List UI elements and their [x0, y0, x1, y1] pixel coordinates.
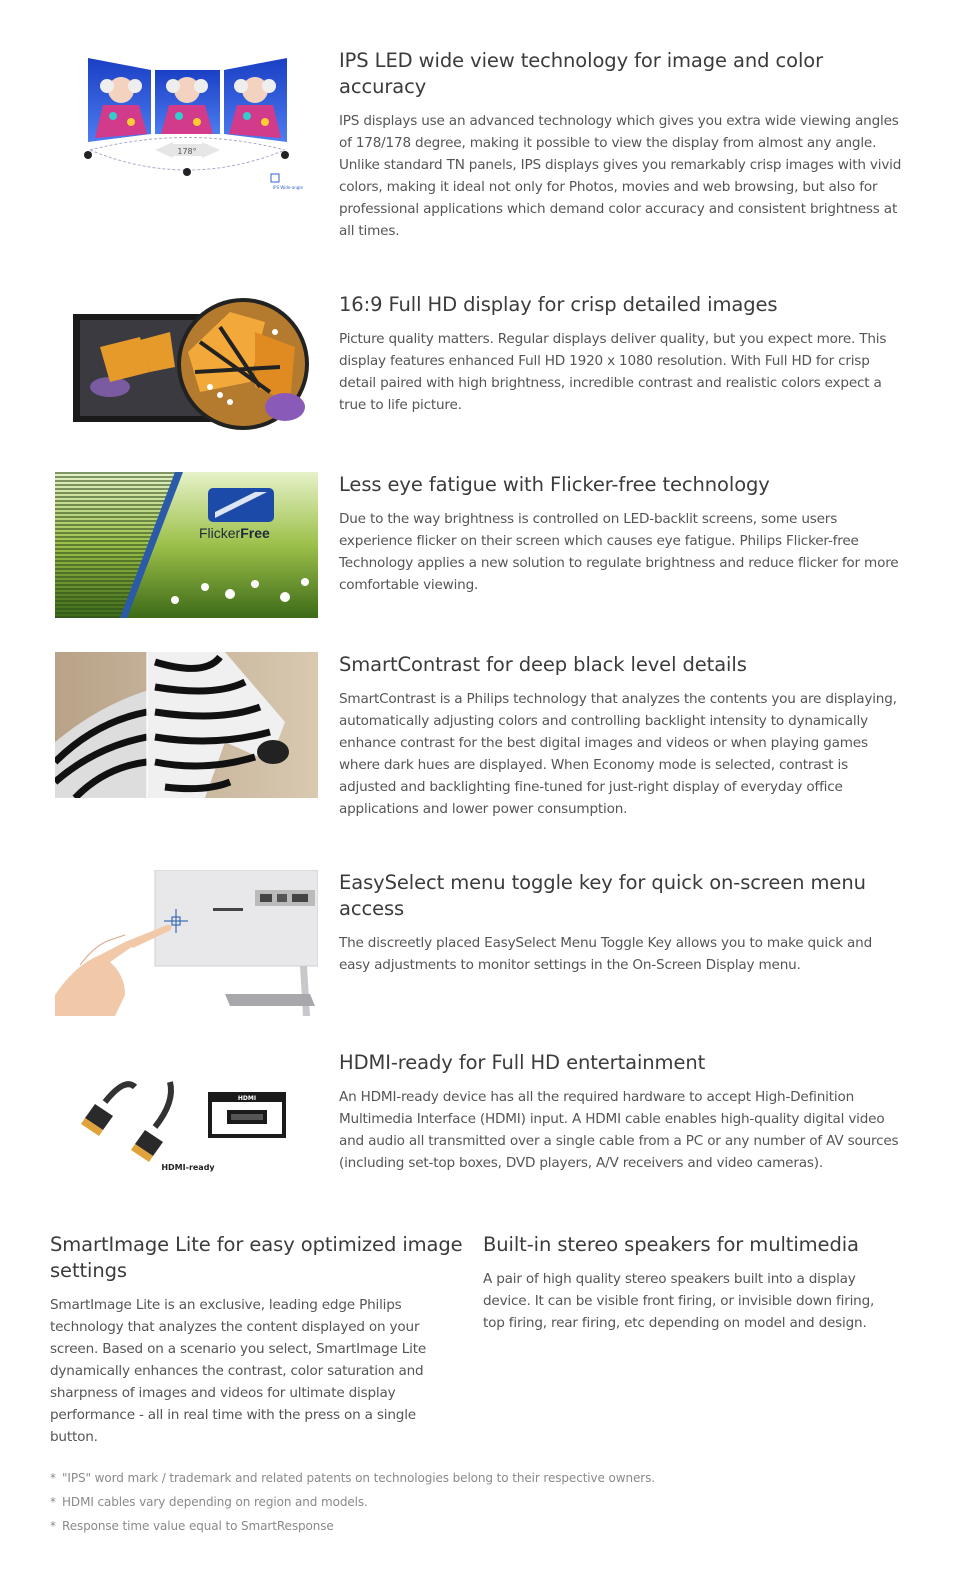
easyselect-image [55, 870, 318, 1016]
panel-center [155, 70, 220, 134]
feature-body: A pair of high quality stereo speakers built into a display device. It can be visible front firing, or invisible down firing, top firing, rear firing, etc depending on model and design. [483, 1271, 875, 1331]
feature-text [339, 292, 904, 416]
hdmi-cable-icon [81, 1082, 171, 1162]
hdmi-port-icon [208, 1092, 286, 1138]
ips-caption: IPS Wide-angle [273, 185, 303, 190]
hdmi-image [55, 1072, 318, 1177]
feature-title: Built-in stereo speakers for multimedia [483, 1233, 859, 1256]
feature-text [339, 1050, 904, 1174]
monitor-stand [225, 994, 315, 1006]
footnote-marker: * [50, 1495, 56, 1509]
feature-title: EasySelect menu toggle key for quick on-screen menu access [339, 871, 866, 920]
feature-body: An HDMI-ready device has all the required hardware to accept High-Definition Multimedia Interface (HDMI) input. A HDMI cable enables high-quality digital video and audio all transmitted over a single cable from a PC or any number of AV sources (including set-top boxes, DVD players, A/V receivers and video cameras). [339, 1089, 899, 1171]
feature-title: 16:9 Full HD display for crisp detailed images [339, 293, 778, 316]
footnote-marker: * [50, 1471, 56, 1485]
footnote: * HDMI cables vary depending on region and models. [50, 1490, 655, 1514]
ips-wide-view-image [55, 50, 318, 190]
footnote: * "IPS" word mark / trademark and related patents on technologies belong to their respective owners. [50, 1466, 655, 1490]
ips-badge-icon [271, 174, 279, 182]
feature-body: SmartContrast is a Philips technology that analyzes the contents you are displaying, automatically adjusting colors and controlling backlight intensity to dynamically enhance contrast for the best digital images and videos or when playing games where dark hues are displayed. When Economy mode is selected, contrast is adjusted and backlighting fine-tuned for just-right display of everyday office applications and lower power consumption. [339, 691, 897, 817]
feature-title: HDMI-ready for Full HD entertainment [339, 1051, 706, 1074]
feature-title: Less eye fatigue with Flicker-free technology [339, 473, 770, 496]
feature-body: Picture quality matters. Regular displays deliver quality, but you expect more. This display features enhanced Full HD 1920 x 1080 resolution. With Full HD for crisp detail paired with high brightness, incredible contrast and realistic colors expect a true to life picture. [339, 331, 887, 413]
feature-text [339, 652, 904, 820]
feature-text [339, 870, 904, 976]
logo-text-bold: Free [240, 525, 270, 541]
zebra-muzzle [257, 740, 289, 764]
port-label: HDMI [237, 1095, 257, 1102]
feature-body: IPS displays use an advanced technology which gives you extra wide viewing angles of 178/178 degree, making it possible to view the display from almost any angle. Unlike standard TN panels, IPS displays gives you remarkably crisp images with vivid colors, making it ideal not only for Photos, movies and web browsing, but also for professional applications which demand color accuracy and consistent brightness at all times. [339, 113, 902, 239]
feature-smartimage-lite [50, 1232, 465, 1448]
feature-body: SmartImage Lite is an exclusive, leading edge Philips technology that analyzes the content displayed on your screen. Based on a scenario you select, SmartImage Lite dynamically enhances the contrast, color saturation and sharpness of images and videos for ultimate display performance - all in real time with the press on a single button. [50, 1297, 427, 1445]
flicker-free-logo [199, 488, 274, 541]
feature-text [339, 472, 904, 596]
feature-title: SmartContrast for deep black level details [339, 653, 747, 676]
zebra-image [55, 652, 318, 798]
flicker-free-image [55, 472, 318, 618]
butterfly-image [70, 292, 310, 437]
toggle-key [213, 908, 243, 911]
feature-title: IPS LED wide view technology for image and color accuracy [339, 49, 824, 98]
panel-left [88, 58, 151, 142]
panel-right [224, 58, 287, 142]
footnote-marker: * [50, 1519, 56, 1533]
logo-text-light: Flicker [199, 525, 241, 541]
feature-text [339, 48, 904, 242]
feature-body: The discreetly placed EasySelect Menu Toggle Key allows you to make quick and easy adjustments to monitor settings in the On-Screen Display menu. [339, 935, 873, 973]
angle-label: 178° [177, 147, 197, 156]
hdmi-ready-caption: HDMI-ready [161, 1163, 215, 1172]
footnote: * Response time value equal to SmartResponse [50, 1514, 655, 1538]
feature-body: Due to the way brightness is controlled on LED-backlit screens, some users experience flicker on their screen which causes eye fatigue. Philips Flicker-free Technology applies a new solution to regulate brightness and reduce flicker for more comfortable viewing. [339, 511, 899, 593]
svg-text:FlickerFree [199, 525, 270, 541]
footnotes [50, 1466, 655, 1538]
feature-stereo-speakers [483, 1232, 898, 1334]
feature-title: SmartImage Lite for easy optimized image settings [50, 1233, 463, 1282]
